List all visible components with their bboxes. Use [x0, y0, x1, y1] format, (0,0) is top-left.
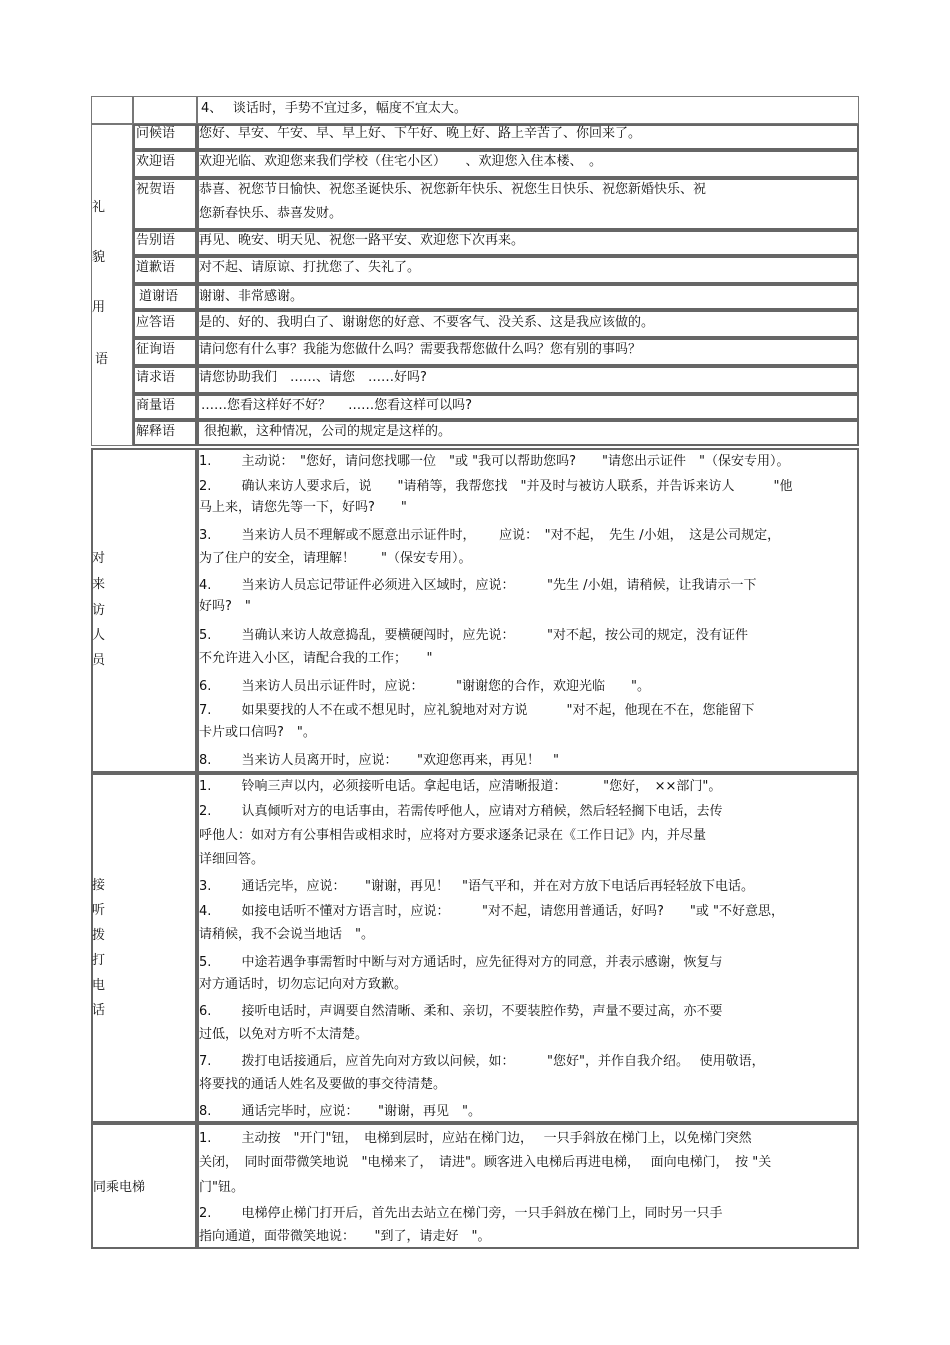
phone-line: 6. 接听电话时，声调要自然清晰、柔和、亲切，不要装腔作势，声量不要过高，亦不要 [199, 1004, 723, 1019]
phone-category-cell [91, 773, 197, 1123]
visitors-line: 1. 主动说： "您好，请问您找哪一位 "或 "我可以帮助您吗? "请您出示证件 "（保安专用）。 [199, 454, 790, 469]
phone-content-cell [197, 773, 859, 1123]
phone-line: 5. 中途若遇争事需暂时中断与对方通话时，应先征得对方的同意，并表示感谢，恢复与 [199, 955, 723, 970]
phone-category-char: 接 [92, 878, 106, 893]
elevator-line: 关闭， 同时面带微笑地说 "电梯来了， 请进"。顾客进入电梯后再进电梯， 面向电梯门， 按 "关 [199, 1155, 772, 1170]
visitors-line: 8. 当来访人员离开时，应说： "欢迎您再来，再见！ " [199, 753, 559, 768]
visitors-line: 6. 当来访人员出示证件时，应说： "谢谢您的合作，欢迎光临 "。 [199, 679, 650, 694]
visitors-category-char: 人 [92, 628, 106, 643]
phone-line: 7. 拨打电话接通后，应首先向对方致以问候，如： "您好"，并作自我介绍。 使用敬语， [199, 1054, 765, 1069]
elevator-category: 同乘电梯 [93, 1180, 146, 1195]
phone-line: 对方通话时，切勿忘记向对方致歉。 [199, 977, 408, 992]
visitors-category-char: 对 [92, 551, 106, 566]
polite-row-label: 告别语 [136, 233, 176, 248]
phone-category-char: 话 [92, 1003, 106, 1018]
row-0-text: 4、 谈话时，手势不宜过多，幅度不宜太大。 [201, 101, 467, 116]
phone-line: 3. 通话完毕，应说： "谢谢，再见！ "语气平和，并在对方放下电话后再轻轻放下电话。 [199, 879, 754, 894]
row-0-label-cell [133, 96, 197, 124]
polite-row-label: 请求语 [136, 370, 176, 385]
polite-row-text: 对不起、请原谅、打扰您了、失礼了。 [199, 260, 421, 275]
polite-row-text: 是的、好的、我明白了、谢谢您的好意、不要客气、没关系、这是我应该做的。 [199, 315, 655, 330]
polite-category-char: 语 [95, 352, 109, 367]
polite-category-char: 貌 [92, 250, 106, 265]
visitors-line: 卡片或口信吗? "。 [199, 725, 316, 740]
elevator-line: 2. 电梯停止梯门打开后，首先出去站立在梯门旁，一只手斜放在梯门上，同时另一只手 [199, 1206, 723, 1221]
visitors-line: 不允许进入小区，请配合我的工作； " [199, 651, 433, 666]
polite-row-text: 请问您有什么事？我能为您做什么吗？需要我帮您做什么吗？您有别的事吗？ [199, 342, 642, 357]
polite-row-label: 商量语 [136, 398, 176, 413]
visitors-line: 5. 当确认来访人故意捣乱，要横硬闯时，应先说： "对不起，按公司的规定，没有证件 [199, 628, 749, 643]
visitors-line: 4. 当来访人员忘记带证件必须进入区域时，应说： "先生 /小姐，请稍候，让我请示一下 [199, 578, 757, 593]
visitors-line: 好吗? " [199, 599, 251, 614]
phone-category-char: 听 [92, 903, 106, 918]
elevator-line: 指向通道，面带微笑地说： "到了，请走好 "。 [199, 1229, 491, 1244]
polite-category-char: 礼 [92, 200, 106, 215]
phone-category-char: 打 [92, 953, 106, 968]
phone-line: 呼他人：如对方有公事相告或相求时，应将对方要求逐条记录在《工作日记》内，并尽量 [199, 828, 707, 843]
phone-line: 过低，以免对方听不太清楚。 [199, 1027, 369, 1042]
visitors-line: 2. 确认来访人要求后，说 "请稍等，我帮您找 "并及时与被访人联系，并告诉来访人 "他 [199, 479, 793, 494]
polite-row-text: 恭喜、祝您节日愉快、祝您圣诞快乐、祝您新年快乐、祝您生日快乐、祝您新婚快乐、祝 [199, 182, 707, 197]
polite-row-text: 很抱歉，这种情况，公司的规定是这样的。 [204, 424, 452, 439]
phone-line: 请稍候，我不会说当地话 "。 [199, 927, 374, 942]
visitors-line: 马上来，请您先等一下，好吗? " [199, 500, 407, 515]
polite-category-char: 用 [92, 300, 106, 315]
phone-line: 8. 通话完毕时，应说： "谢谢，再见 "。 [199, 1104, 481, 1119]
polite-row-text: 请您协助我们 ……、请您 ……好吗? [199, 370, 427, 385]
polite-row-label: 解释语 [136, 424, 176, 439]
polite-row-label: 应答语 [136, 315, 176, 330]
visitors-line: 为了住户的安全，请理解！ "（保安专用）。 [199, 551, 472, 566]
phone-line: 2. 认真倾听对方的电话事由，若需传呼他人，应请对方稍候，然后轻轻搁下电话，去传 [199, 804, 723, 819]
visitors-line: 3. 当来访人员不理解或不愿意出示证件时， 应说： "对不起， 先生 /小姐， 这是公司规定， [199, 528, 781, 543]
phone-line: 1. 铃响三声以内，必须接听电话。拿起电话，应清晰报道： "您好， ××部门"。 [199, 779, 722, 794]
polite-row-text: 欢迎光临、欢迎您来我们学校（住宅小区） 、欢迎您入住本楼、 。 [199, 154, 603, 169]
visitors-line: 7. 如果要找的人不在或不想见时，应礼貌地对对方说 "对不起，他现在不在，您能留下 [199, 703, 755, 718]
polite-row-text: ……您看这样好不好？ ……您看这样可以吗? [201, 398, 473, 413]
phone-category-char: 拨 [92, 928, 106, 943]
visitors-category-cell [91, 448, 197, 773]
polite-row-label: 道歉语 [136, 260, 176, 275]
phone-line: 4. 如接电话听不懂对方语言时，应说： "对不起，请您用普通话，好吗? "或 "不好意思， [199, 904, 785, 919]
phone-line: 将要找的通话人姓名及要做的事交待清楚。 [199, 1077, 447, 1092]
visitors-category-char: 来 [92, 577, 106, 592]
visitors-category-char: 访 [92, 603, 106, 618]
polite-row-label: 祝贺语 [136, 182, 176, 197]
visitors-category-char: 员 [92, 653, 106, 668]
polite-row-text: 谢谢、非常感谢。 [199, 289, 304, 304]
polite-row-label: 问候语 [136, 126, 176, 141]
row-0-left-cell [91, 96, 133, 124]
polite-row-label: 征询语 [136, 342, 176, 357]
polite-row-label: 道谢语 [139, 289, 179, 304]
polite-row-text: 您好、早安、午安、早、早上好、下午好、晚上好、路上辛苦了、你回来了。 [199, 126, 642, 141]
phone-category-char: 电 [92, 978, 106, 993]
polite-row-label: 欢迎语 [136, 154, 176, 169]
elevator-line: 1. 主动按 "开门"钮， 电梯到层时，应站在梯门边， 一只手斜放在梯门上，以免梯门突然 [199, 1131, 752, 1146]
polite-row-text: 您新春快乐、恭喜发财。 [199, 206, 343, 221]
elevator-line: 门"钮。 [199, 1180, 244, 1195]
phone-line: 详细回答。 [199, 852, 265, 867]
polite-category-cell [91, 124, 133, 446]
polite-row-text: 再见、晚安、明天见、祝您一路平安、欢迎您下次再来。 [199, 233, 525, 248]
